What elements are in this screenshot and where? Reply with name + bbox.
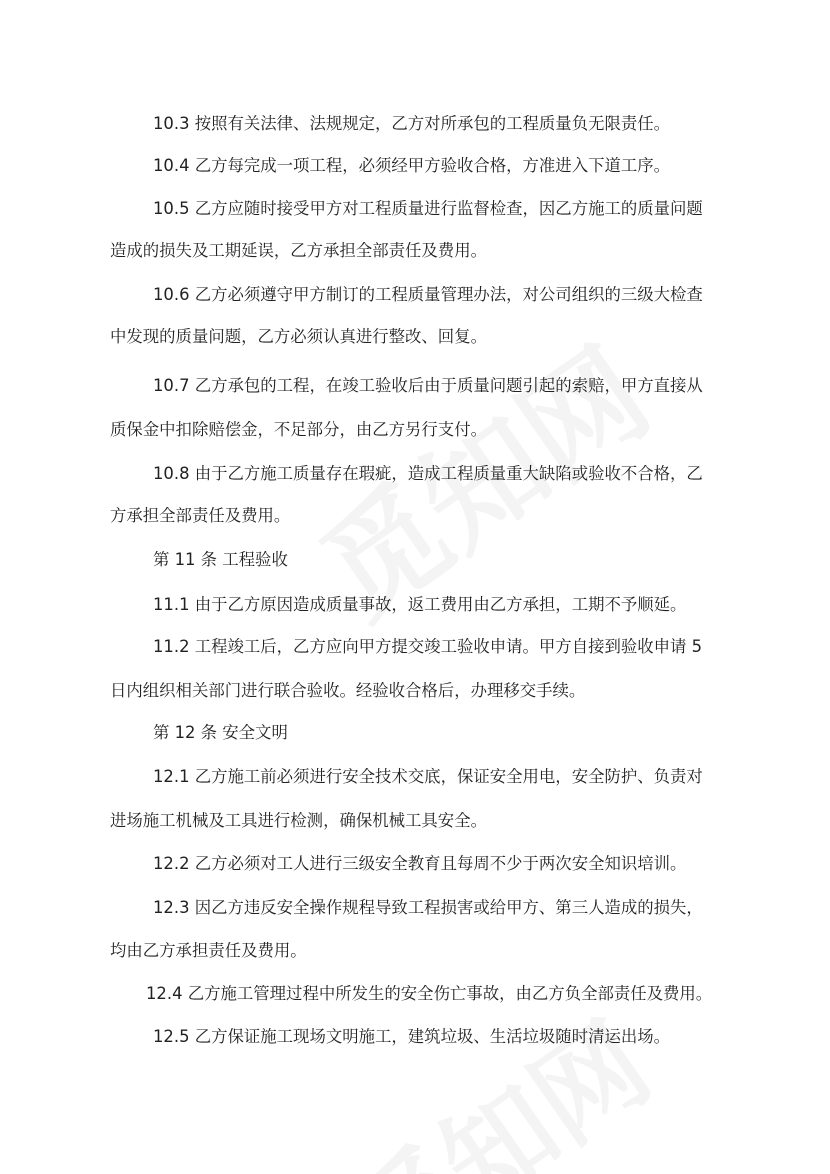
section-heading: 第 12 条 安全文明 xyxy=(153,723,288,742)
paragraph-line: 造成的损失及工期延误，乙方承担全部责任及费用。 xyxy=(110,241,487,260)
paragraph-line: 10.3 按照有关法律、法规规定，乙方对所承包的工程质量负无限责任。 xyxy=(153,114,671,133)
paragraph-line: 10.5 乙方应随时接受甲方对工程质量进行监督检查，因乙方施工的质量问题 xyxy=(153,199,703,218)
paragraph-line: 10.8 由于乙方施工质量存在瑕疵，造成工程质量重大缺陷或验收不合格，乙 xyxy=(153,464,703,483)
paragraph-line: 10.4 乙方每完成一项工程，必须经甲方验收合格，方准进入下道工序。 xyxy=(153,156,671,175)
paragraph-line: 10.6 乙方必须遵守甲方制订的工程质量管理办法，对公司组织的三级大检查 xyxy=(153,285,703,304)
paragraph-line: 质保金中扣除赔偿金，不足部分，由乙方另行支付。 xyxy=(110,420,487,439)
paragraph-line: 日内组织相关部门进行联合验收。经验收合格后，办理移交手续。 xyxy=(110,681,586,700)
paragraph-line: 12.4 乙方施工管理过程中所发生的安全伤亡事故，由乙方负全部责任及费用。 xyxy=(146,984,713,1003)
paragraph-line: 12.2 乙方必须对工人进行三级安全教育且每周不少于两次安全知识培训。 xyxy=(153,854,687,873)
paragraph-line: 中发现的质量问题，乙方必须认真进行整改、回复。 xyxy=(110,327,487,346)
watermark xyxy=(315,980,676,1174)
paragraph-line: 11.1 由于乙方原因造成质量事故，返工费用由乙方承担，工期不予顺延。 xyxy=(153,595,687,614)
paragraph-line: 均由乙方承担责任及费用。 xyxy=(110,941,307,960)
paragraph-line: 方承担全部责任及费用。 xyxy=(110,506,291,525)
paragraph-line: 11.2 工程竣工后，乙方应向甲方提交竣工验收申请。甲方自接到验收申请 5 xyxy=(153,637,703,656)
paragraph-line: 12.1 乙方施工前必须进行安全技术交底，保证安全用电，安全防护、负责对 xyxy=(153,767,703,786)
paragraph-line: 10.7 乙方承包的工程，在竣工验收后由于质量问题引起的索赔，甲方直接从 xyxy=(153,376,703,395)
section-heading: 第 11 条 工程验收 xyxy=(153,550,288,569)
paragraph-line: 进场施工机械及工具进行检测，确保机械工具安全。 xyxy=(110,811,487,830)
paragraph-line: 12.5 乙方保证施工现场文明施工，建筑垃圾、生活垃圾随时清运出场。 xyxy=(153,1027,671,1046)
paragraph-line: 12.3 因乙方违反安全操作规程导致工程损害或给甲方、第三人造成的损失， xyxy=(153,898,703,917)
